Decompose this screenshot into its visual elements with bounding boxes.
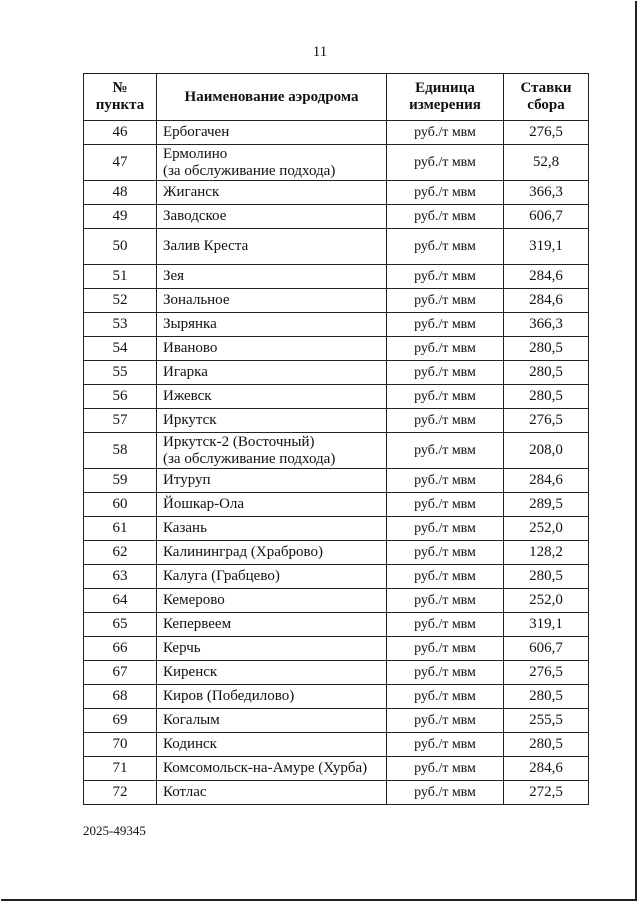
fee-rate: 366,3 [504, 181, 589, 205]
row-number: 50 [84, 229, 157, 265]
aerodrome-name [157, 565, 387, 589]
row-number: 58 [84, 433, 157, 469]
aerodrome-name-line: (за обслуживание подхода) [163, 450, 336, 467]
table-row [84, 469, 589, 493]
row-number: 72 [84, 781, 157, 805]
fee-rate: 280,5 [504, 337, 589, 361]
aerodrome-name-line: Ербогачен [163, 124, 230, 140]
unit-of-measure: руб./т мвм [387, 289, 504, 313]
aerodrome-name-line: Зырянка [163, 316, 217, 332]
aerodrome-name [157, 517, 387, 541]
unit-of-measure: руб./т мвм [387, 661, 504, 685]
aerodrome-name-line: Залив Креста [163, 238, 249, 254]
aerodrome-name [157, 637, 387, 661]
row-number: 51 [84, 265, 157, 289]
row-number: 54 [84, 337, 157, 361]
aerodrome-name-line: Калуга (Грабцево) [163, 568, 280, 584]
unit-of-measure: руб./т мвм [387, 361, 504, 385]
row-number: 59 [84, 469, 157, 493]
fee-rate: 284,6 [504, 265, 589, 289]
aerodrome-name-line: Зея [163, 268, 185, 284]
aerodrome-name [157, 661, 387, 685]
fee-rate: 128,2 [504, 541, 589, 565]
fee-rate: 280,5 [504, 385, 589, 409]
row-number: 57 [84, 409, 157, 433]
unit-of-measure: руб./т мвм [387, 205, 504, 229]
aerodrome-name [157, 289, 387, 313]
fee-rate: 280,5 [504, 565, 589, 589]
row-number: 63 [84, 565, 157, 589]
aerodrome-name [157, 541, 387, 565]
table-row [84, 145, 589, 181]
fee-rate: 284,6 [504, 289, 589, 313]
unit-of-measure: руб./т мвм [387, 313, 504, 337]
table-row [84, 541, 589, 565]
aerodrome-name [157, 229, 387, 265]
row-number: 68 [84, 685, 157, 709]
fee-rate: 366,3 [504, 313, 589, 337]
fee-rate: 208,0 [504, 433, 589, 469]
unit-of-measure: руб./т мвм [387, 265, 504, 289]
header-number [84, 74, 157, 121]
row-number: 65 [84, 613, 157, 637]
aerodrome-name-line: Киренск [163, 664, 218, 680]
row-number: 62 [84, 541, 157, 565]
aerodrome-name [157, 685, 387, 709]
table-row [84, 709, 589, 733]
aerodrome-name-line: Йошкар-Ола [163, 496, 245, 512]
table-row [84, 409, 589, 433]
table-row [84, 121, 589, 145]
row-number: 46 [84, 121, 157, 145]
fee-rate: 252,0 [504, 589, 589, 613]
aerodrome-name [157, 433, 387, 469]
fee-rate: 276,5 [504, 661, 589, 685]
aerodrome-name-line: Итуруп [163, 472, 211, 488]
table-row [84, 289, 589, 313]
unit-of-measure: руб./т мвм [387, 409, 504, 433]
unit-of-measure: руб./т мвм [387, 541, 504, 565]
unit-of-measure: руб./т мвм [387, 337, 504, 361]
table-row [84, 733, 589, 757]
aerodrome-name [157, 781, 387, 805]
table-row [84, 613, 589, 637]
aerodrome-name-line: Котлас [163, 784, 207, 800]
unit-of-measure: руб./т мвм [387, 121, 504, 145]
aerodrome-name [157, 313, 387, 337]
unit-of-measure: руб./т мвм [387, 589, 504, 613]
unit-of-measure: руб./т мвм [387, 469, 504, 493]
row-number: 61 [84, 517, 157, 541]
unit-of-measure: руб./т мвм [387, 709, 504, 733]
aerodrome-name [157, 409, 387, 433]
unit-of-measure: руб./т мвм [387, 685, 504, 709]
fee-rate: 319,1 [504, 613, 589, 637]
unit-of-measure: руб./т мвм [387, 565, 504, 589]
fee-rate: 52,8 [504, 145, 589, 181]
fee-rate: 280,5 [504, 733, 589, 757]
table-row [84, 229, 589, 265]
fee-rate: 319,1 [504, 229, 589, 265]
row-number: 64 [84, 589, 157, 613]
fee-rate: 272,5 [504, 781, 589, 805]
aerodrome-name-line: Ермолино [163, 145, 228, 162]
fee-rate: 255,5 [504, 709, 589, 733]
aerodrome-name-line: Иркутск-2 (Восточный) [163, 433, 315, 450]
header-rate-line-1: Ставки [520, 80, 572, 96]
fee-rate: 252,0 [504, 517, 589, 541]
row-number: 48 [84, 181, 157, 205]
aerodrome-name [157, 361, 387, 385]
aerodrome-name [157, 337, 387, 361]
aerodrome-name-line: Ижевск [163, 388, 212, 404]
row-number: 52 [84, 289, 157, 313]
table-row [84, 589, 589, 613]
row-number: 71 [84, 757, 157, 781]
table-row [84, 517, 589, 541]
table-row [84, 265, 589, 289]
aerodrome-name [157, 205, 387, 229]
aerodrome-name [157, 709, 387, 733]
unit-of-measure: руб./т мвм [387, 145, 504, 181]
table-row [84, 757, 589, 781]
header-unit [387, 74, 504, 121]
aerodrome-name [157, 757, 387, 781]
fee-rate: 289,5 [504, 493, 589, 517]
aerodrome-name-line: Кодинск [163, 736, 217, 752]
aerodrome-name-line: Киров (Победилово) [163, 688, 295, 704]
row-number: 49 [84, 205, 157, 229]
row-number: 69 [84, 709, 157, 733]
aerodrome-name-line: Иваново [163, 340, 218, 356]
header-unit-line-2: измерения [409, 97, 481, 113]
row-number: 56 [84, 385, 157, 409]
row-number: 60 [84, 493, 157, 517]
fee-rate: 606,7 [504, 637, 589, 661]
aerodrome-name-line: Заводское [163, 208, 227, 224]
row-number: 70 [84, 733, 157, 757]
fee-rate: 284,6 [504, 469, 589, 493]
aerodrome-name [157, 493, 387, 517]
unit-of-measure: руб./т мвм [387, 517, 504, 541]
header-rate-line-2: сбора [527, 97, 565, 113]
aerodrome-name [157, 613, 387, 637]
aerodrome-name [157, 733, 387, 757]
table-row [84, 361, 589, 385]
fee-rate: 280,5 [504, 361, 589, 385]
unit-of-measure: руб./т мвм [387, 433, 504, 469]
document-code: 2025-49345 [83, 823, 146, 838]
aerodrome-name-line: Зональное [163, 292, 230, 308]
fee-rate: 280,5 [504, 685, 589, 709]
header-unit-line-1: Единица [415, 80, 475, 96]
aerodrome-name-line: (за обслуживание подхода) [163, 162, 336, 179]
fee-rate: 606,7 [504, 205, 589, 229]
aerodrome-name [157, 265, 387, 289]
table-row [84, 337, 589, 361]
header-aerodrome-name: Наименование аэродрома [157, 74, 387, 121]
row-number: 55 [84, 361, 157, 385]
row-number: 67 [84, 661, 157, 685]
unit-of-measure: руб./т мвм [387, 733, 504, 757]
unit-of-measure: руб./т мвм [387, 613, 504, 637]
unit-of-measure: руб./т мвм [387, 637, 504, 661]
aerodrome-name-line: Казань [163, 520, 207, 536]
fee-rate: 276,5 [504, 409, 589, 433]
aerodrome-name [157, 181, 387, 205]
unit-of-measure: руб./т мвм [387, 493, 504, 517]
aerodrome-name [157, 121, 387, 145]
aerodrome-name [157, 145, 387, 181]
table-row [84, 385, 589, 409]
unit-of-measure: руб./т мвм [387, 385, 504, 409]
table-body [84, 121, 589, 805]
page-number: 11 [312, 44, 328, 60]
header-number-line-1: № [112, 80, 128, 96]
aerodrome-name-line: Жиганск [163, 184, 220, 200]
table-row [84, 181, 589, 205]
row-number: 53 [84, 313, 157, 337]
table-row [84, 685, 589, 709]
aerodrome-name-line: Когалым [163, 712, 220, 728]
table-row [84, 781, 589, 805]
unit-of-measure: руб./т мвм [387, 229, 504, 265]
table-row [84, 637, 589, 661]
unit-of-measure: руб./т мвм [387, 181, 504, 205]
table-row [84, 313, 589, 337]
aerodrome-name [157, 469, 387, 493]
aerodrome-name-line: Игарка [163, 364, 208, 380]
row-number: 47 [84, 145, 157, 181]
header-rate [504, 74, 589, 121]
aerodrome-name-line: Кепервеем [163, 616, 232, 632]
header-number-line-2: пункта [95, 97, 145, 113]
aerodrome-name-line: Кемерово [163, 592, 225, 608]
row-number: 66 [84, 637, 157, 661]
unit-of-measure: руб./т мвм [387, 757, 504, 781]
table-row [84, 493, 589, 517]
fee-rate: 284,6 [504, 757, 589, 781]
table-row [84, 433, 589, 469]
table-row [84, 661, 589, 685]
aerodrome-name [157, 385, 387, 409]
aerodrome-name [157, 589, 387, 613]
aerodrome-name-line: Калининград (Храброво) [163, 544, 323, 560]
fee-rate: 276,5 [504, 121, 589, 145]
aerodrome-name-line: Иркутск [163, 412, 217, 428]
aerodrome-fees-table [83, 73, 589, 805]
table-row [84, 565, 589, 589]
aerodrome-name-line: Керчь [163, 640, 201, 656]
aerodrome-name-line: Комсомольск-на-Амуре (Хурба) [163, 760, 368, 776]
table-row [84, 205, 589, 229]
unit-of-measure: руб./т мвм [387, 781, 504, 805]
table-header-row [84, 74, 589, 121]
